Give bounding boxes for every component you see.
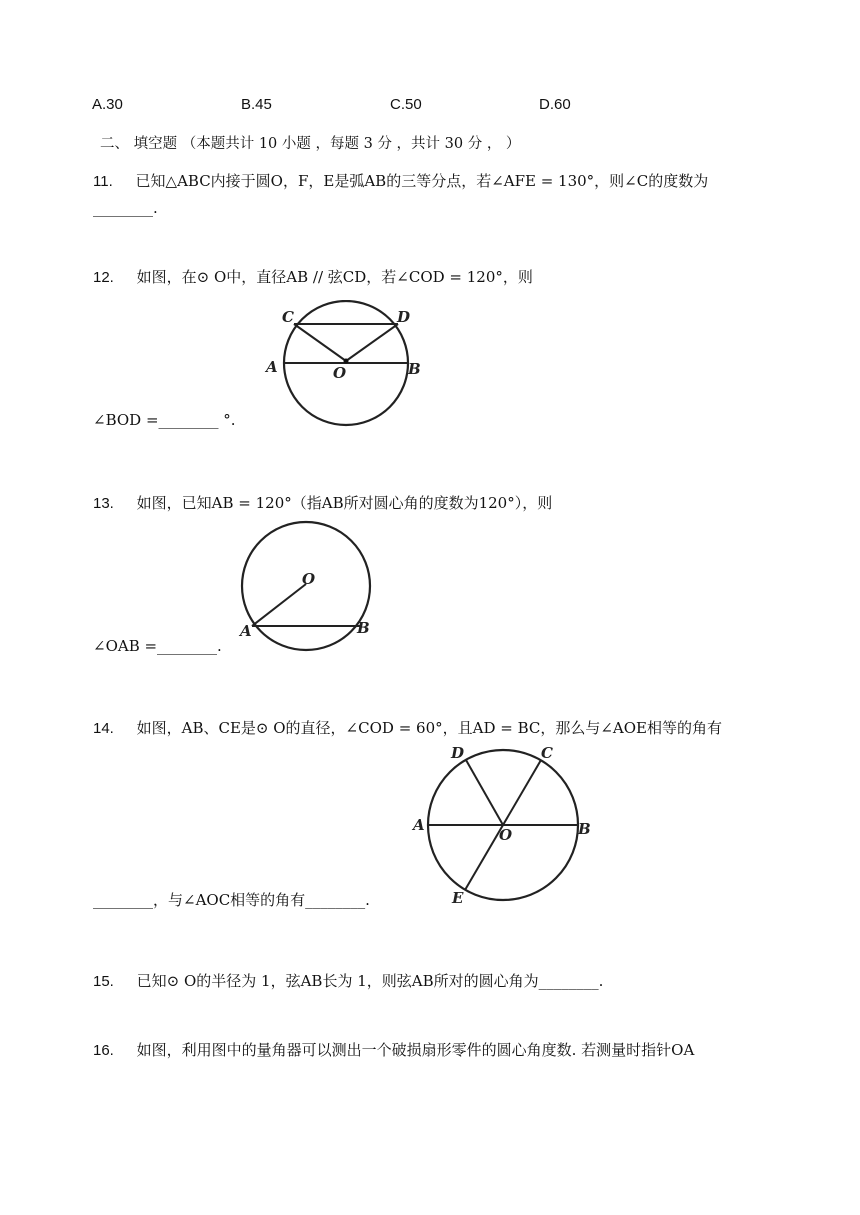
segment-oa: [252, 584, 306, 626]
label-b: B: [578, 820, 591, 838]
question-text: 如图，在⊙ O中，直径AB // 弦CD，若∠COD = 120°，则: [136, 268, 533, 286]
question-number: 15.: [93, 973, 114, 990]
question-11: [93, 170, 708, 191]
q13-figure: [236, 520, 386, 659]
label-b: B: [408, 360, 421, 378]
question-16: [93, 1039, 694, 1060]
question-text: 如图，利用图中的量角器可以测出一个破损扇形零件的圆心角度数. 若测量时指针OA: [136, 1041, 695, 1059]
option-d: D.60: [539, 96, 571, 113]
label-o: O: [499, 826, 513, 844]
section-title: 二、 填空题 （本题共计 10 小题 ，每题 3 分 ，共计 30 分 ， ）: [100, 136, 521, 152]
label-e: E: [452, 889, 464, 907]
question-number: 13.: [93, 495, 114, 512]
question-14: [93, 717, 722, 738]
q14-figure: [410, 738, 600, 914]
label-o: O: [333, 364, 347, 382]
question-number: 14.: [93, 720, 114, 737]
question-number: 12.: [93, 269, 114, 286]
label-a: A: [266, 358, 278, 376]
q12-figure: [262, 300, 427, 434]
question-text: 如图，已知AB = 120°（指AB所对圆心角的度数为120°），则: [136, 494, 553, 512]
segment-od: [466, 760, 503, 825]
question-text: 如图，AB、CE是⊙ O的直径，∠COD = 60°，且AD = BC，那么与∠AOE相等的角有: [136, 719, 723, 737]
label-b: B: [357, 619, 370, 637]
option-b: B.45: [241, 96, 272, 113]
center-point: [344, 359, 349, 364]
question-text: 已知⊙ O的半径为 1，弦AB长为 1，则弦AB所对的圆心角为________.: [136, 972, 604, 990]
label-a: A: [413, 816, 425, 834]
q14-answer-line: ________，与∠AOC相等的角有________.: [93, 891, 370, 909]
segment-od: [346, 324, 398, 361]
q13-answer-line: ∠OAB =________.: [93, 637, 222, 655]
question-12: [93, 266, 533, 287]
label-c: C: [541, 744, 553, 762]
label-o: O: [302, 570, 316, 588]
question-number: 16.: [93, 1042, 114, 1059]
question-number: 11.: [93, 173, 113, 190]
label-a: A: [240, 622, 252, 640]
option-a: A.30: [92, 96, 123, 113]
label-d: D: [397, 308, 411, 326]
q12-answer-line: ∠BOD =________ °.: [93, 411, 236, 429]
question-15: [93, 970, 603, 991]
question-text: 已知△ABC内接于圆O，F，E是弧AB的三等分点，若∠AFE = 130°，则∠C的度数为: [135, 172, 709, 190]
label-c: C: [282, 308, 294, 326]
option-c: C.50: [390, 96, 422, 113]
segment-oc: [294, 324, 346, 361]
question-13: [93, 492, 552, 513]
label-d: D: [451, 744, 465, 762]
q11-answer-blank: ________.: [93, 199, 158, 217]
